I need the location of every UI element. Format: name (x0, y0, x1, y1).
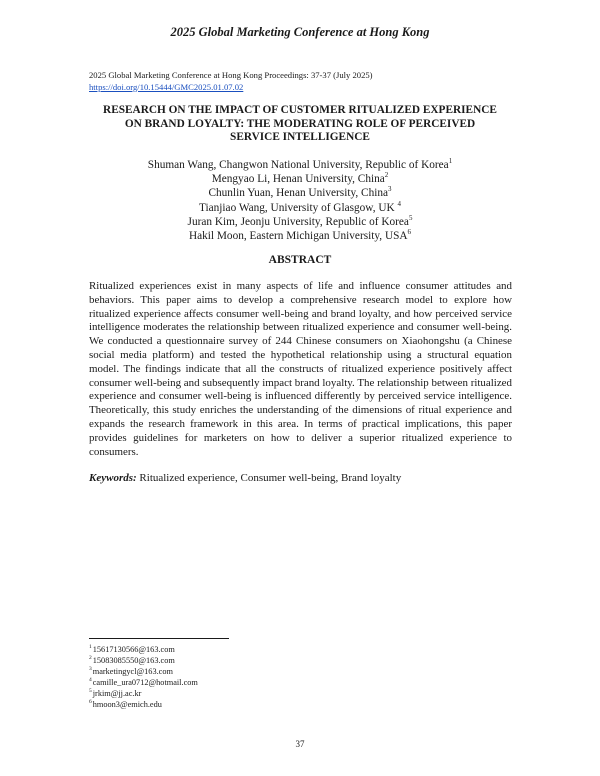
footnote-email: 15617130566@163.com (92, 645, 175, 654)
author-affiliation: Chunlin Yuan, Henan University, China (208, 187, 389, 200)
footnote-marker: 6 (89, 699, 92, 706)
footnote (89, 644, 198, 655)
footnote (89, 666, 198, 677)
footnote-marker: 2 (89, 655, 92, 662)
running-header: 2025 Global Marketing Conference at Hong Kong (170, 25, 430, 39)
footnote-marker: 1 (448, 157, 453, 166)
footnote (89, 677, 198, 688)
footnote-marker: 4 (89, 677, 92, 684)
footnote-email: marketingycl@163.com (92, 667, 173, 676)
abstract-body: Ritualized experiences exist in many aspects of life and influence consumer attitudes and behaviors. This paper aims to develop a comprehensive research model to explore how ritualized experience affects consumer well-being and brand loyalty, and how perceived service intelligence moderates the relationship between ritualized experience and consumer well-being. We conducted a questionnaire survey of 244 Chinese consumers on Xiaohongshu (a Chinese social media platform) and tested the hypothetical relationship using a structural equation model. The findings indicate that all the constructs of ritualized experience positively affect consumer well-being and subsequently impact brand loyalty. The relationship between ritualized experience and consumer well-being is influenced differently by perceived service intelligence. Theoretically, this study enriches the understanding of the dimensions of ritual experience and expands the research framework in this area. In terms of practical implications, this paper provides guidelines for marketers on how to deliver a superior ritualized experience to consumers. (89, 280, 512, 458)
author-line (0, 172, 600, 186)
page-number: 37 (295, 739, 305, 749)
footnotes (89, 644, 198, 710)
author-line (0, 186, 600, 200)
footnote (89, 699, 198, 710)
footnote-marker: 3 (388, 185, 392, 194)
paper-title (60, 104, 540, 145)
author-line (0, 158, 600, 172)
author-affiliation: Hakil Moon, Eastern Michigan University, USA (188, 230, 408, 243)
author-affiliation: Mengyao Li, Henan University, China (211, 173, 385, 186)
abstract-heading: ABSTRACT (268, 254, 332, 266)
keywords-label: Keywords: (89, 472, 137, 484)
footnote-marker: 4 (397, 199, 402, 208)
footnote-marker: 5 (89, 688, 92, 695)
footnote-marker: 3 (89, 666, 92, 673)
paper-title-line-1: RESEARCH ON THE IMPACT OF CUSTOMER RITUALIZED EXPERIENCE (103, 104, 497, 116)
author-line (0, 201, 600, 215)
author-affiliation: Tianjiao Wang, University of Glasgow, UK (198, 201, 398, 214)
author-line (0, 229, 600, 243)
footnote-marker: 1 (89, 644, 92, 651)
footnote-email: 15083085550@163.com (92, 656, 175, 665)
author-affiliation: Shuman Wang, Changwon National University, Republic of Korea (147, 159, 449, 171)
author-list (0, 158, 600, 243)
footnote (89, 655, 198, 666)
keywords-text: Ritualized experience, Consumer well-being, Brand loyalty (136, 472, 402, 484)
author-line (0, 215, 600, 229)
paper-title-line-3: SERVICE INTELLIGENCE (230, 131, 370, 143)
footnote-divider (89, 638, 229, 639)
footnote-email: jrkim@jj.ac.kr (92, 689, 142, 698)
footnote-email: camille_ura0712@hotmail.com (92, 678, 198, 687)
proceedings-info (89, 70, 373, 93)
footnote (89, 688, 198, 699)
author-affiliation: Juran Kim, Jeonju University, Republic of Korea (187, 215, 409, 228)
footnote-marker: 5 (408, 214, 413, 223)
keywords (89, 472, 519, 484)
doi-link[interactable]: https://doi.org/10.15444/GMC2025.01.07.02 (89, 81, 244, 92)
footnote-marker: 6 (407, 228, 412, 237)
footnote-email: hmoon3@emich.edu (92, 700, 162, 709)
footnote-marker: 2 (384, 171, 389, 180)
proceedings-citation: 2025 Global Marketing Conference at Hong Kong Proceedings: 37-37 (July 2025) (89, 70, 373, 80)
paper-title-line-2: ON BRAND LOYALTY: THE MODERATING ROLE OF PERCEIVED (124, 117, 476, 130)
